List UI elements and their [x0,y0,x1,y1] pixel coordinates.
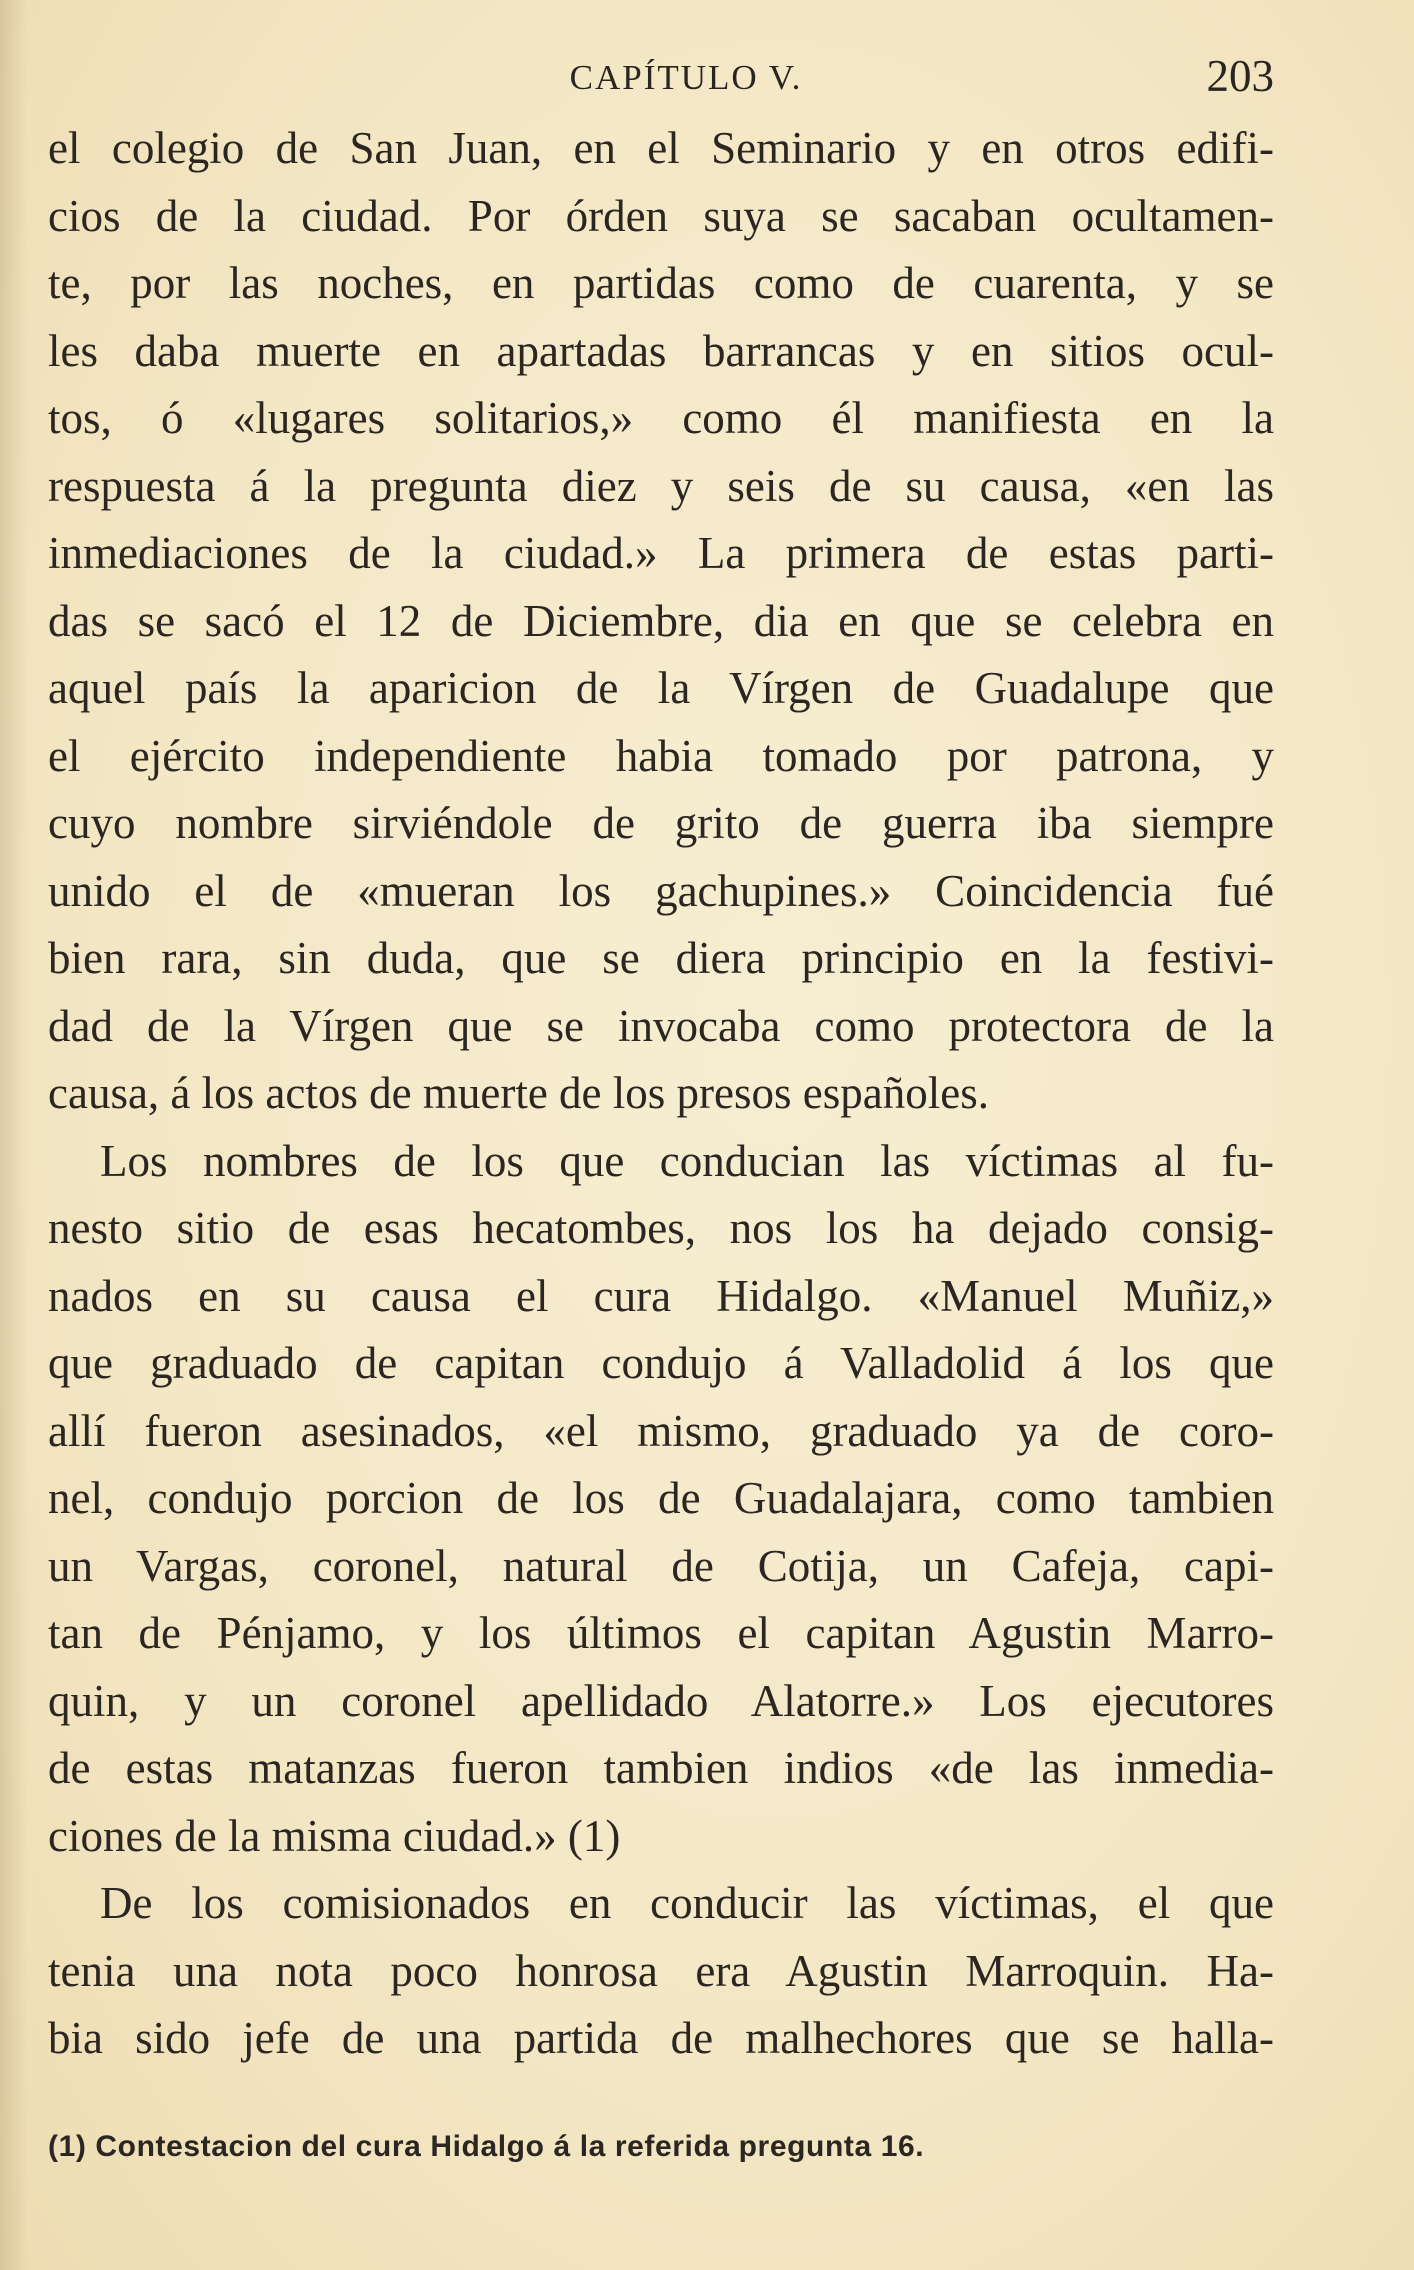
text-line: bien rara, sin duda, que se diera principio en la festivi- [48,933,1274,983]
text-line: te, por las noches, en partidas como de cuarenta, y se [48,258,1274,308]
text-line: nesto sitio de esas hecatombes, nos los ha dejado consig- [48,1203,1274,1253]
footnote: (1) Contestacion del cura Hidalgo á la referida pregunta 16. [48,2130,925,2163]
text-line: bia sido jefe de una partida de malhechores que se halla- [48,2013,1274,2063]
page-header [48,50,1274,110]
text-line: quin, y un coronel apellidado Alatorre.» Los ejecutores [48,1675,1274,1726]
text-line: nados en su causa el cura Hidalgo. «Manuel Muñiz,» [48,1270,1274,1321]
text-line: tan de Pénjamo, y los últimos el capitan Agustin Marro- [48,1608,1274,1658]
text-line: les daba muerte en apartadas barrancas y en sitios ocul- [48,325,1274,376]
text-line: unido el de «mueran los gachupines.» Coincidencia fué [48,865,1274,916]
text-line: tos, ó «lugares solitarios,» como él manifiesta en la [48,393,1274,443]
text-line: dad de la Vírgen que se invocaba como protectora de la [48,1000,1274,1051]
text-line: De los comisionados en conducir las víctimas, el que [100,1878,1274,1928]
text-line: das se sacó el 12 de Diciembre, dia en que se celebra en [48,595,1274,646]
body-text [48,115,1274,2073]
text-line: de estas matanzas fueron tambien indios «de las inmedia- [48,1743,1274,1793]
page-number: 203 [1206,51,1274,101]
text-line: cios de la ciudad. Por órden suya se sacaban ocultamen- [48,190,1274,241]
gutter-shadow [0,0,28,2270]
text-line: un Vargas, coronel, natural de Cotija, un Cafeja, capi- [48,1540,1274,1591]
text-line: ciones de la misma ciudad.» (1) [48,1810,621,1861]
text-line: allí fueron asesinados, «el mismo, graduado ya de coro- [48,1405,1274,1456]
text-line: respuesta á la pregunta diez y seis de su causa, «en las [48,460,1274,511]
text-line: causa, á los actos de muerte de los presos españoles. [48,1068,989,1118]
text-line: tenia una nota poco honrosa era Agustin Marroquin. Ha- [48,1945,1274,1996]
text-line: inmediaciones de la ciudad.» La primera de estas parti- [48,528,1274,578]
text-line: Los nombres de los que conducian las víctimas al fu- [100,1135,1274,1186]
text-line: que graduado de capitan condujo á Valladolid á los que [48,1338,1274,1388]
text-line: aquel país la aparicion de la Vírgen de Guadalupe que [48,663,1274,713]
text-line: el colegio de San Juan, en el Seminario y en otros edifi- [48,123,1274,173]
text-line: cuyo nombre sirviéndole de grito de guerra iba siempre [48,798,1274,848]
text-line: el ejército independiente habia tomado por patrona, y [48,730,1274,781]
running-head: CAPÍTULO V. [569,58,803,97]
text-line: nel, condujo porcion de los de Guadalajara, como tambien [48,1473,1274,1523]
